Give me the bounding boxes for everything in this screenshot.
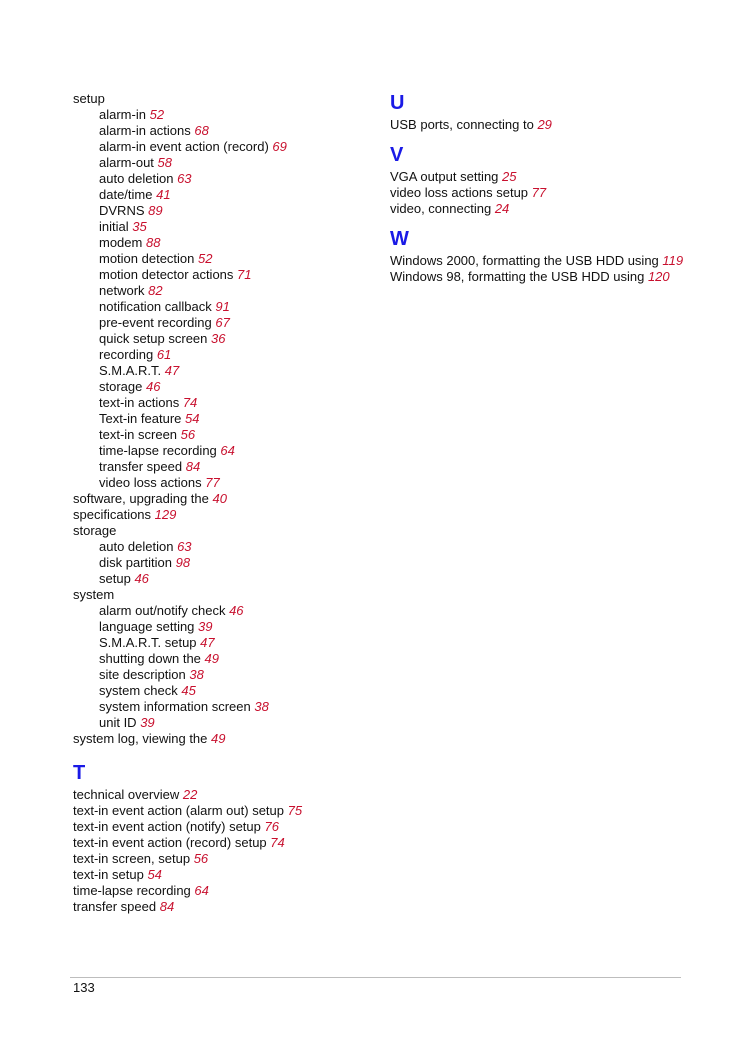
index-subentry — [73, 123, 373, 139]
index-subentry — [73, 155, 373, 171]
page-reference-link[interactable]: 61 — [156, 347, 172, 362]
index-term: Text-in feature — [99, 411, 182, 426]
index-term: system log, viewing the — [73, 731, 208, 746]
index-letter-heading: U — [390, 92, 405, 114]
page-reference-link[interactable]: 24 — [494, 201, 510, 216]
index-term: time-lapse recording — [73, 883, 191, 898]
index-subentry — [73, 235, 373, 251]
index-letter-heading: T — [73, 762, 86, 784]
page-reference-link[interactable]: 64 — [194, 883, 209, 898]
index-term: Windows 2000, formatting the USB HDD using — [390, 253, 659, 268]
index-term: motion detection — [99, 251, 195, 266]
index-entry — [390, 269, 720, 285]
index-term: software, upgrading the — [73, 491, 209, 506]
index-entry — [390, 117, 720, 133]
index-term: text-in setup — [73, 867, 144, 882]
index-entry — [73, 851, 373, 867]
index-term: language setting — [99, 619, 195, 634]
page-reference-link[interactable]: 75 — [287, 803, 303, 818]
page-reference-link[interactable]: 54 — [147, 867, 162, 882]
page-number: 133 — [73, 980, 95, 995]
index-column-left — [73, 91, 373, 915]
index-subentry — [73, 411, 373, 427]
index-subentry — [73, 363, 373, 379]
page-reference-link[interactable]: 64 — [220, 443, 235, 458]
page-reference-link[interactable]: 52 — [149, 107, 165, 122]
index-subentry — [73, 315, 373, 331]
index-subentry — [73, 299, 373, 315]
index-term: transfer speed — [99, 459, 183, 474]
index-subentry — [73, 347, 373, 363]
page-reference-link[interactable]: 63 — [177, 171, 192, 186]
index-subentry — [73, 267, 373, 283]
page-reference-link[interactable]: 52 — [198, 251, 213, 266]
index-subentry — [73, 107, 373, 123]
index-term: setup — [73, 91, 105, 106]
index-entry — [73, 819, 373, 835]
index-subentry — [73, 283, 373, 299]
page-reference-link[interactable]: 82 — [148, 283, 163, 298]
index-term: network — [99, 283, 145, 298]
index-term: modem — [99, 235, 143, 250]
index-subentry — [73, 619, 373, 635]
page-reference-link[interactable]: 40 — [212, 491, 227, 506]
index-subentry — [73, 635, 373, 651]
page-reference-link[interactable]: 98 — [175, 555, 191, 570]
index-subentry — [73, 443, 373, 459]
page-reference-link[interactable]: 67 — [215, 315, 230, 330]
page-reference-link[interactable]: 68 — [194, 123, 209, 138]
page-reference-link[interactable]: 88 — [145, 235, 161, 250]
index-term: video loss actions — [99, 475, 202, 490]
page-reference-link[interactable]: 71 — [237, 267, 252, 282]
index-subentry — [73, 203, 373, 219]
page-reference-link[interactable]: 58 — [157, 155, 173, 170]
index-term: quick setup screen — [99, 331, 208, 346]
page-reference-link[interactable]: 29 — [537, 117, 552, 132]
page-reference-link[interactable]: 120 — [647, 269, 670, 284]
index-subentry — [73, 139, 373, 155]
index-entry — [73, 899, 373, 915]
index-term: technical overview — [73, 787, 180, 802]
page-reference-link[interactable]: 74 — [182, 395, 198, 410]
index-term: text-in event action (record) setup — [73, 835, 267, 850]
page-reference-link[interactable]: 89 — [148, 203, 163, 218]
index-term: storage — [73, 523, 117, 538]
page-reference-link[interactable]: 63 — [177, 539, 192, 554]
index-subentry — [73, 555, 373, 571]
index-term: system check — [99, 683, 178, 698]
page-reference-link[interactable]: 119 — [662, 253, 684, 268]
index-term: video, connecting — [390, 201, 492, 216]
index-term: S.M.A.R.T. setup — [99, 635, 197, 650]
index-term: video loss actions setup — [390, 185, 529, 200]
index-subentry — [73, 699, 373, 715]
page-reference-link[interactable]: 46 — [146, 379, 161, 394]
index-entry — [73, 883, 373, 899]
index-subentry — [73, 379, 373, 395]
index-term: alarm-in — [99, 107, 146, 122]
index-term: site description — [99, 667, 186, 682]
index-subentry — [73, 603, 373, 619]
index-term: recording — [99, 347, 154, 362]
index-entry — [73, 491, 373, 507]
index-term: text-in screen — [99, 427, 178, 442]
index-entry — [73, 835, 373, 851]
page-reference-link[interactable]: 69 — [272, 139, 287, 154]
index-subentry — [73, 395, 373, 411]
page-reference-link[interactable]: 54 — [185, 411, 200, 426]
index-term: alarm out/notify check — [99, 603, 226, 618]
index-subentry — [73, 539, 373, 555]
page-reference-link[interactable]: 41 — [156, 187, 171, 202]
index-term: system — [73, 587, 115, 602]
index-column-right — [390, 91, 720, 285]
page-reference-link[interactable]: 39 — [140, 715, 155, 730]
index-term: text-in screen, setup — [73, 851, 191, 866]
index-term: alarm-in actions — [99, 123, 191, 138]
index-term: initial — [99, 219, 129, 234]
index-entry — [390, 169, 720, 185]
index-term: DVRNS — [99, 203, 145, 218]
index-subentry — [73, 715, 373, 731]
index-term: motion detector actions — [99, 267, 234, 282]
page-reference-link[interactable]: 45 — [181, 683, 196, 698]
page-reference-link[interactable]: 76 — [264, 819, 279, 834]
page-reference-link[interactable]: 39 — [198, 619, 213, 634]
index-term: S.M.A.R.T. — [99, 363, 162, 378]
index-subentry — [73, 187, 373, 203]
index-entry — [73, 91, 373, 107]
index-subentry — [73, 571, 373, 587]
index-term: alarm-in event action (record) — [99, 139, 269, 154]
page-reference-link[interactable]: 36 — [211, 331, 226, 346]
page-reference-link[interactable]: 77 — [531, 185, 547, 200]
page-reference-link[interactable]: 129 — [154, 507, 177, 522]
page-reference-link[interactable]: 46 — [229, 603, 244, 618]
index-term: auto deletion — [99, 171, 174, 186]
index-subentry — [73, 683, 373, 699]
index-term: specifications — [73, 507, 152, 522]
index-entry — [73, 731, 373, 747]
index-term: time-lapse recording — [99, 443, 217, 458]
page-reference-link[interactable]: 84 — [185, 459, 201, 474]
page-reference-link[interactable]: 25 — [502, 169, 517, 184]
index-term: text-in event action (alarm out) setup — [73, 803, 284, 818]
page-reference-link[interactable]: 35 — [132, 219, 147, 234]
index-term: setup — [99, 571, 131, 586]
index-subentry — [73, 459, 373, 475]
index-entry — [390, 253, 720, 269]
index-term: text-in event action (notify) setup — [73, 819, 261, 834]
index-subentry — [73, 427, 373, 443]
index-subentry — [73, 171, 373, 187]
index-term: VGA output setting — [390, 169, 499, 184]
index-subentry — [73, 475, 373, 491]
index-entry — [390, 201, 720, 217]
page-reference-link[interactable]: 84 — [159, 899, 175, 914]
index-term: Windows 98, formatting the USB HDD using — [390, 269, 645, 284]
index-term: notification callback — [99, 299, 212, 314]
footer-divider — [70, 977, 681, 978]
index-term: pre-event recording — [99, 315, 212, 330]
index-subentry — [73, 667, 373, 683]
page-reference-link[interactable]: 49 — [204, 651, 219, 666]
index-term: shutting down the — [99, 651, 201, 666]
index-term: text-in actions — [99, 395, 180, 410]
index-entry — [73, 507, 373, 523]
index-subentry — [73, 331, 373, 347]
page-reference-link[interactable]: 77 — [205, 475, 220, 490]
page-reference-link[interactable]: 46 — [134, 571, 149, 586]
index-term: alarm-out — [99, 155, 154, 170]
index-subentry — [73, 219, 373, 235]
page-reference-link[interactable]: 74 — [270, 835, 285, 850]
index-entry — [73, 523, 373, 539]
page-reference-link[interactable]: 56 — [193, 851, 209, 866]
index-subentry — [73, 651, 373, 667]
index-subentry — [73, 251, 373, 267]
page-reference-link[interactable]: 22 — [182, 787, 198, 802]
index-entry — [73, 587, 373, 603]
index-entry — [73, 787, 373, 803]
index-term: date/time — [99, 187, 153, 202]
index-term: storage — [99, 379, 143, 394]
index-term: disk partition — [99, 555, 172, 570]
index-entry — [73, 867, 373, 883]
index-term: system information screen — [99, 699, 251, 714]
index-term: USB ports, connecting to — [390, 117, 534, 132]
index-term: auto deletion — [99, 539, 174, 554]
page-reference-link[interactable]: 47 — [200, 635, 215, 650]
index-entry — [73, 803, 373, 819]
index-letter-heading: W — [390, 228, 409, 250]
page-reference-link[interactable]: 38 — [254, 699, 269, 714]
page-reference-link[interactable]: 49 — [211, 731, 226, 746]
index-letter-heading: V — [390, 144, 404, 166]
index-term: transfer speed — [73, 899, 157, 914]
page-reference-link[interactable]: 56 — [180, 427, 196, 442]
page-reference-link[interactable]: 38 — [189, 667, 204, 682]
index-entry — [390, 185, 720, 201]
page-reference-link[interactable]: 91 — [215, 299, 230, 314]
page-reference-link[interactable]: 47 — [164, 363, 180, 378]
index-term: unit ID — [99, 715, 137, 730]
